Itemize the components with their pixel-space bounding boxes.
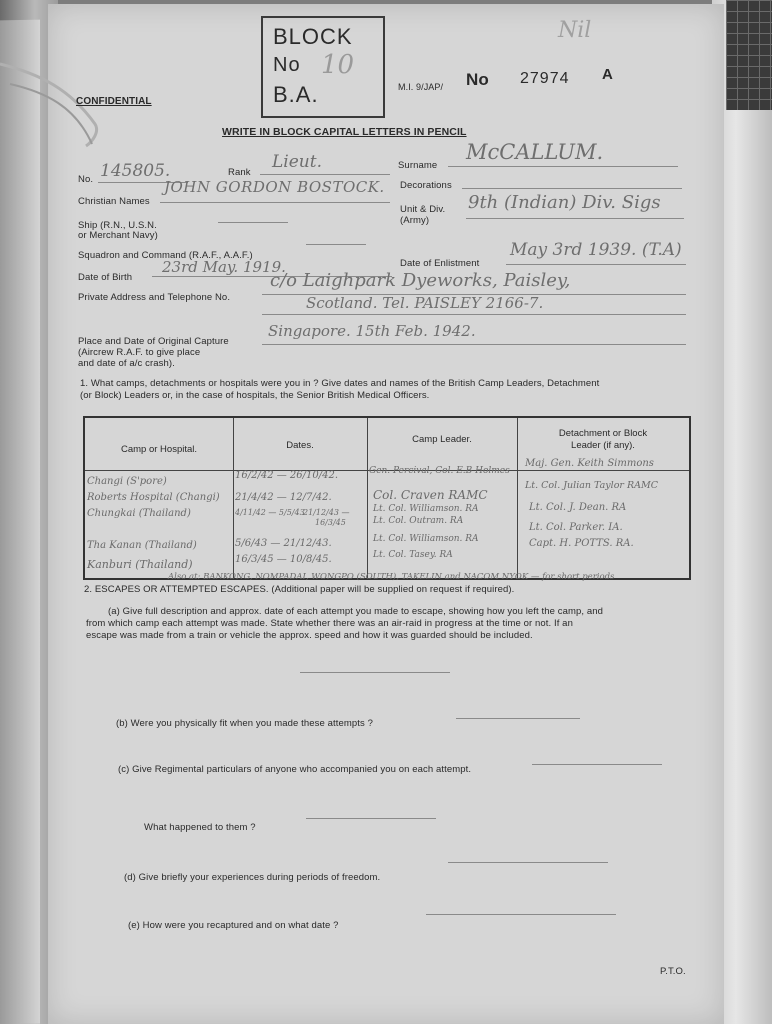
dob-label: Date of Birth [78, 272, 133, 283]
table-cell: Roberts Hospital (Changi) [87, 492, 220, 503]
table-cell: Lt. Col. Parker. IA. [529, 522, 623, 533]
enlistment-value: May 3rd 1939. (T.A) [510, 240, 682, 260]
table-footnote: Also at: BANKONG, NOMPADAI, WONGPO (SOUTH), TAKELIN and NACOM NYOK — for short periods [168, 572, 615, 582]
block-ba-label: B.A. [273, 82, 319, 107]
service-no-value: 145805. [100, 161, 171, 181]
surname-label: Surname [398, 160, 438, 171]
question-2-title: 2. ESCAPES OR ATTEMPTED ESCAPES. (Additional paper will be supplied on request if required). [84, 584, 515, 595]
form-sheet [48, 4, 724, 1024]
block-number: 10 [321, 50, 355, 80]
unit-label-2: (Army) [400, 215, 430, 226]
enlistment-label: Date of Enlistment [400, 258, 480, 269]
capture-label-1: Place and Date of Original Capture [78, 336, 229, 347]
table-cell: Chungkai (Thailand) [87, 508, 191, 519]
question-2a-line-2: from which camp each attempt was made. State whether there was an air-raid in progress at the time or not. If an [86, 618, 573, 629]
rank-value: Lieut. [272, 152, 322, 172]
form-number: 27974 [520, 70, 570, 87]
table-cell: 4/11/42 — 5/5/43 [235, 508, 305, 517]
form-no-label: No [466, 70, 489, 89]
service-no-label: No. [78, 174, 94, 185]
table-cell: 16/3/45 [315, 518, 346, 527]
rank-label: Rank [228, 167, 251, 178]
address-value-2: Scotland. Tel. PAISLEY 2166-7. [306, 294, 544, 312]
question-1-line-2: (or Block) Leaders or, in the case of hospitals, the Senior British Medical Officers. [80, 390, 430, 401]
table-cell: Col. Craven RAMC [373, 488, 488, 502]
confidential-label: CONFIDENTIAL [76, 96, 152, 107]
left-page-edge [0, 20, 40, 1024]
capture-value: Singapore. 15th Feb. 1942. [268, 322, 476, 340]
christian-names-label: Christian Names [78, 196, 150, 207]
table-header-leader: Camp Leader. [412, 434, 472, 445]
unit-value: 9th (Indian) Div. Sigs [468, 192, 661, 213]
table-cell: Lt. Col. Julian Taylor RAMC [525, 480, 658, 491]
question-2e: (e) How were you recaptured and on what date ? [128, 920, 339, 931]
table-header-detachment-2: Leader (if any). [571, 440, 635, 451]
block-label: BLOCK [273, 24, 353, 49]
question-2b: (b) Were you physically fit when you made these attempts ? [116, 718, 373, 729]
question-2c: (c) Give Regimental particulars of anyone who accompanied you on each attempt. [118, 764, 472, 775]
form-suffix: A [602, 66, 613, 83]
ship-label-2: or Merchant Navy) [78, 230, 158, 241]
question-2a-line-1: (a) Give full description and approx. date of each attempt you made to escape, showing how you left the camp, and [108, 606, 604, 617]
table-cell: Capt. H. POTTS. RA. [529, 538, 634, 549]
question-2c-followup: What happened to them ? [144, 822, 256, 833]
capture-label-2: (Aircrew R.A.F. to give place [78, 347, 201, 358]
unit-label: Unit & Div. [400, 204, 446, 215]
table-header-detachment: Detachment or Block [558, 428, 648, 439]
table-cell: Lt. Col. Outram. RA [373, 516, 464, 526]
block-box [261, 16, 385, 118]
table-cell: Gen. Percival, Col. E.B Holmes [369, 466, 510, 476]
table-cell: Lt. Col. Williamson. RA [373, 534, 479, 544]
table-cell: Lt. Col. J. Dean. RA [529, 502, 627, 513]
question-1-line-1: 1. What camps, detachments or hospitals were you in ? Give dates and names of the British Camp Leaders, Detachment [80, 378, 600, 389]
table-cell: 16/3/45 — 10/8/45. [235, 554, 332, 565]
instruction-heading: WRITE IN BLOCK CAPITAL LETTERS IN PENCIL [222, 126, 467, 138]
address-label: Private Address and Telephone No. [78, 292, 231, 303]
table-cell: Lt. Col. Williamson. RA [373, 504, 479, 514]
pto-label: P.T.O. [660, 966, 686, 977]
table-cell: Maj. Gen. Keith Simmons [525, 458, 654, 469]
table-cell: Kanburi (Thailand) [87, 558, 193, 571]
table-cell: 21/12/43 — [303, 508, 350, 517]
question-2d: (d) Give briefly your experiences during periods of freedom. [124, 872, 381, 883]
decorations-label: Decorations [400, 180, 452, 191]
capture-label-3: and date of a/c crash). [78, 358, 175, 369]
address-value-1: c/o Laighpark Dyeworks, Paisley, [270, 270, 571, 291]
camp-table [83, 416, 691, 580]
cutting-mat [726, 0, 772, 110]
table-header-dates: Dates. [286, 440, 314, 451]
dob-value: 23rd May. 1919. [162, 258, 286, 276]
table-cell: Tha Kanan (Thailand) [87, 540, 197, 551]
corner-mark: Nil [558, 18, 592, 43]
table-cell: Lt. Col. Tasey. RA [373, 550, 453, 560]
surname-value: McCALLUM. [466, 140, 604, 164]
squadron-label: Squadron and Command (R.A.F., A.A.F.) [78, 250, 253, 261]
block-no-label: No [273, 54, 301, 76]
table-cell: 21/4/42 — 12/7/42. [235, 492, 332, 503]
question-2a-line-3: escape was made from a train or vehicle the approx. speed and how it was guarded should be included. [86, 630, 533, 641]
table-cell: 5/6/43 — 21/12/43. [235, 538, 332, 549]
ref-code: M.I. 9/JAP/ [398, 82, 444, 92]
christian-names-value: JOHN GORDON BOSTOCK. [164, 178, 385, 196]
ship-label: Ship (R.N., U.S.N. [78, 220, 157, 231]
table-header-camp: Camp or Hospital. [120, 444, 198, 455]
table-cell: Changi (S'pore) [87, 476, 167, 487]
string-tie-icon [0, 54, 160, 164]
table-cell: 16/2/42 — 26/10/42. [235, 470, 338, 481]
